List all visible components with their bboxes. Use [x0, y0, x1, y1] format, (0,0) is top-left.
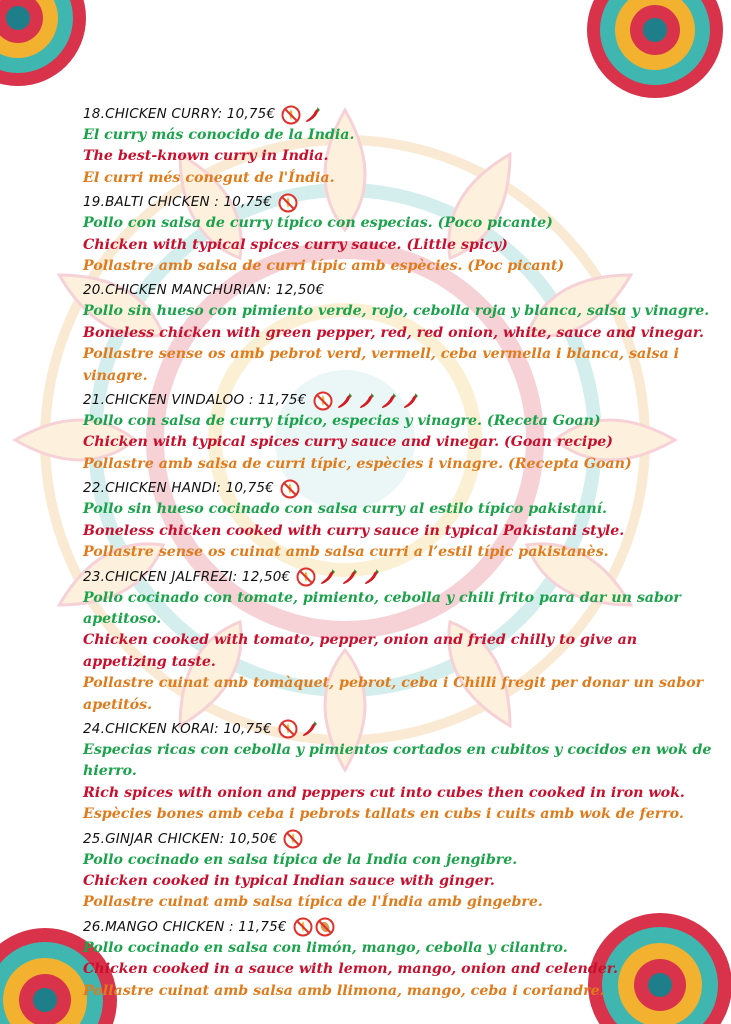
description-spanish: Especias ricas con cebolla y pimientos cortados en cubitos y cocidos en wok de hierro.	[83, 741, 712, 780]
corner-mandala-top-right	[587, 0, 723, 98]
chili-icon	[340, 567, 360, 587]
description-spanish: Pollo sin hueso cocinado con salsa curry al estilo típico pakistaní.	[83, 501, 607, 518]
description-spanish: Pollo con salsa de curry típico, especias y vinagre. (Receta Goan)	[83, 413, 601, 430]
dish-name-price: 22.CHICKEN HANDI: 10,75€	[83, 480, 274, 497]
allergen-icon	[278, 193, 298, 213]
description-spanish: Pollo cocinado con tomate, pimiento, cebolla y chili frito para dar un sabor apetitoso.	[83, 589, 681, 627]
allergen-icon	[281, 105, 301, 125]
dish-icons	[278, 193, 298, 213]
description-english: Chicken cooked with tomato, pepper, onion and fried chilly to give an appetizing taste.	[83, 632, 638, 670]
dish-name-price: 21.CHICKEN VINDALOO : 11,75€	[83, 392, 307, 409]
menu-item	[83, 280, 713, 387]
menu-item-title	[83, 280, 713, 301]
description-catalan: Pollastre amb salsa de curri típic, espècies i vinagre. (Recepta Goan)	[83, 455, 632, 472]
menu-item-title	[83, 829, 713, 850]
description-spanish: Pollo sin hueso con pimiento verde, rojo, cebolla roja y blanca, salsa y vinagre.	[83, 303, 710, 320]
nut-allergen-icon	[315, 917, 335, 937]
chili-icon	[300, 719, 320, 739]
menu-item-title	[83, 478, 713, 499]
menu-item	[83, 917, 713, 1002]
description-english: The best-known curry in India.	[83, 148, 329, 165]
menu-item-title	[83, 390, 713, 411]
description-english: Chicken with typical spices curry sauce. (Little spicy)	[83, 236, 508, 253]
description-english: Chicken cooked in typical Indian sauce with ginger.	[83, 872, 495, 889]
chili-icon	[401, 391, 421, 411]
dish-icons	[278, 719, 320, 739]
menu-item-title	[83, 567, 713, 588]
dish-name-price: 24.CHICKEN KORAI: 10,75€	[83, 720, 272, 737]
dish-icons	[313, 391, 421, 411]
description-catalan: Pollastre cuinat amb tomàquet, pebrot, ceba i Chilli fregit per donar un sabor apetitós.	[83, 675, 704, 713]
description-spanish: Pollo cocinado en salsa típica de la India con jengibre.	[83, 851, 518, 868]
dish-icons	[280, 479, 300, 499]
description-catalan: Pollastre cuinat amb salsa amb llimona, mango, ceba i coriandre.	[83, 982, 605, 999]
description-catalan: Pollastre sense os cuinat amb salsa curri a l’estil típic pakistanès.	[83, 544, 609, 561]
description-english: Boneless chicken with green pepper, red, red onion, white, sauce and vinegar.	[83, 324, 704, 341]
dish-icons	[283, 829, 303, 849]
description-catalan: Pollastre amb salsa de curri típic amb espècies. (Poc picant)	[83, 258, 565, 275]
menu-item	[83, 104, 713, 189]
dish-name-price: 20.CHICKEN MANCHURIAN: 12,50€	[83, 282, 325, 299]
description-catalan: El curri més conegut de l'Índia.	[83, 169, 335, 186]
menu-list	[83, 104, 713, 1005]
chili-icon	[335, 391, 355, 411]
chili-icon	[379, 391, 399, 411]
dish-icons	[296, 567, 382, 587]
description-spanish: Pollo con salsa de curry típico con especias. (Poco picante)	[83, 215, 553, 232]
menu-item	[83, 192, 713, 277]
menu-item-title	[83, 917, 713, 938]
chili-icon	[362, 567, 382, 587]
dish-name-price: 25.GINJAR CHICKEN: 10,50€	[83, 830, 278, 847]
description-english: Chicken cooked in a sauce with lemon, mango, onion and celender.	[83, 961, 618, 978]
description-spanish: Pollo cocinado en salsa con limón, mango, cebolla y cilantro.	[83, 939, 568, 956]
description-english: Boneless chicken cooked with curry sauce in typical Pakistani style.	[83, 522, 625, 539]
description-english: Rich spices with onion and peppers cut into cubes then cooked in iron wok.	[83, 784, 685, 801]
menu-item-title	[83, 192, 713, 213]
allergen-icon	[293, 917, 313, 937]
menu-item	[83, 478, 713, 563]
description-catalan: Espècies bones amb ceba i pebrots tallats en cubs i cuits amb wok de ferro.	[83, 806, 684, 823]
dish-icons	[293, 917, 335, 937]
allergen-icon	[280, 479, 300, 499]
menu-item-title	[83, 104, 713, 125]
menu-item	[83, 829, 713, 914]
menu-item	[83, 719, 713, 826]
description-english: Chicken with typical spices curry sauce and vinegar. (Goan recipe)	[83, 434, 613, 451]
description-catalan: Pollastre sense os amb pebrot verd, vermell, ceba vermella i blanca, salsa i vinagre.	[83, 346, 680, 384]
allergen-icon	[313, 391, 333, 411]
dish-name-price: 23.CHICKEN JALFREZI: 12,50€	[83, 568, 291, 585]
chili-icon	[357, 391, 377, 411]
allergen-icon	[296, 567, 316, 587]
allergen-icon	[283, 829, 303, 849]
dish-name-price: 19.BALTI CHICKEN : 10,75€	[83, 194, 272, 211]
chili-icon	[318, 567, 338, 587]
menu-item	[83, 390, 713, 475]
menu-item-title	[83, 719, 713, 740]
description-spanish: El curry más conocido de la India.	[83, 127, 355, 143]
corner-mandala-top-left	[0, 0, 86, 86]
dish-name-price: 18.CHICKEN CURRY: 10,75€	[83, 106, 276, 122]
description-catalan: Pollastre cuinat amb salsa típica de l'Índia amb gingebre.	[83, 894, 543, 911]
dish-name-price: 26.MANGO CHICKEN : 11,75€	[83, 918, 287, 935]
dish-icons	[281, 105, 323, 125]
chili-icon	[303, 105, 323, 125]
allergen-icon	[278, 719, 298, 739]
menu-item	[83, 567, 713, 716]
